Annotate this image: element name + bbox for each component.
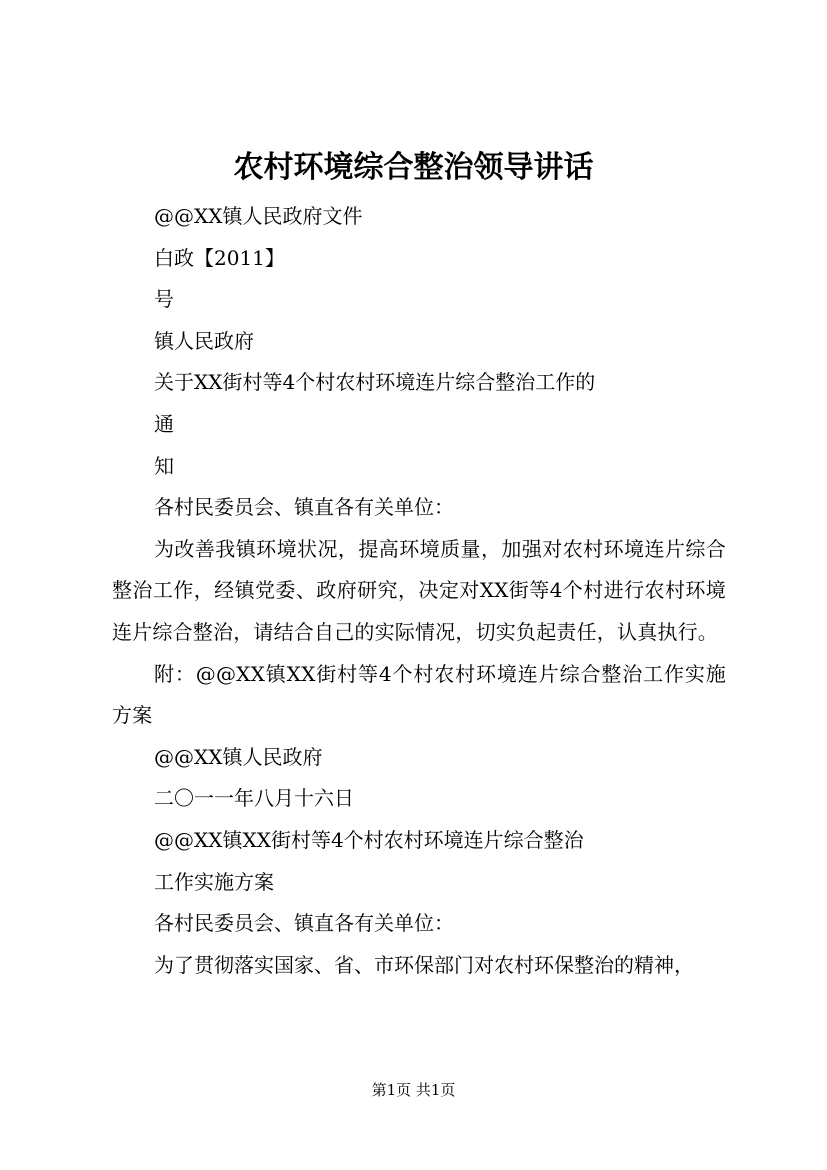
signature-issuer: @@XX镇人民政府 xyxy=(154,744,323,769)
document-body xyxy=(112,196,726,986)
attachment-paragraph: 附：@@XX镇XX街村等4个村农村环境连片综合整治工作实施方案 xyxy=(112,661,726,728)
page-footer: 第1页 共1页 xyxy=(371,1081,456,1099)
document-number-line: 白政【2011】 xyxy=(154,245,285,270)
issuer-name: 镇人民政府 xyxy=(154,328,254,353)
addressee-line: 各村民委员会、镇直各有关单位： xyxy=(154,495,454,520)
notice-word-1: 通 xyxy=(154,411,174,436)
plan-addressee-line: 各村民委员会、镇直各有关单位： xyxy=(154,911,454,936)
main-paragraph: 为改善我镇环境状况，提高环境质量，加强对农村环境连片综合整治工作，经镇党委、政府研究，决定对XX街等4个村进行农村环境连片综合整治，请结合自己的实际情况，切实负起责任，认真执行。 xyxy=(112,536,726,644)
signature-date: 二〇一一年八月十六日 xyxy=(154,786,354,811)
issuer-line: @@XX镇人民政府文件 xyxy=(154,204,363,228)
document-title: 农村环境综合整治领导讲话 xyxy=(233,150,594,185)
notice-word-2: 知 xyxy=(154,453,174,478)
plan-title-line-2: 工作实施方案 xyxy=(154,869,274,894)
notice-subject: 关于XX街村等4个村农村环境连片综合整治工作的 xyxy=(154,370,596,395)
plan-intro-line: 为了贯彻落实国家、省、市环保部门对农村环保整治的精神， xyxy=(154,952,694,977)
plan-title-line-1: @@XX镇XX街村等4个村农村环境连片综合整治 xyxy=(154,827,584,852)
document-number-suffix: 号 xyxy=(154,287,174,312)
